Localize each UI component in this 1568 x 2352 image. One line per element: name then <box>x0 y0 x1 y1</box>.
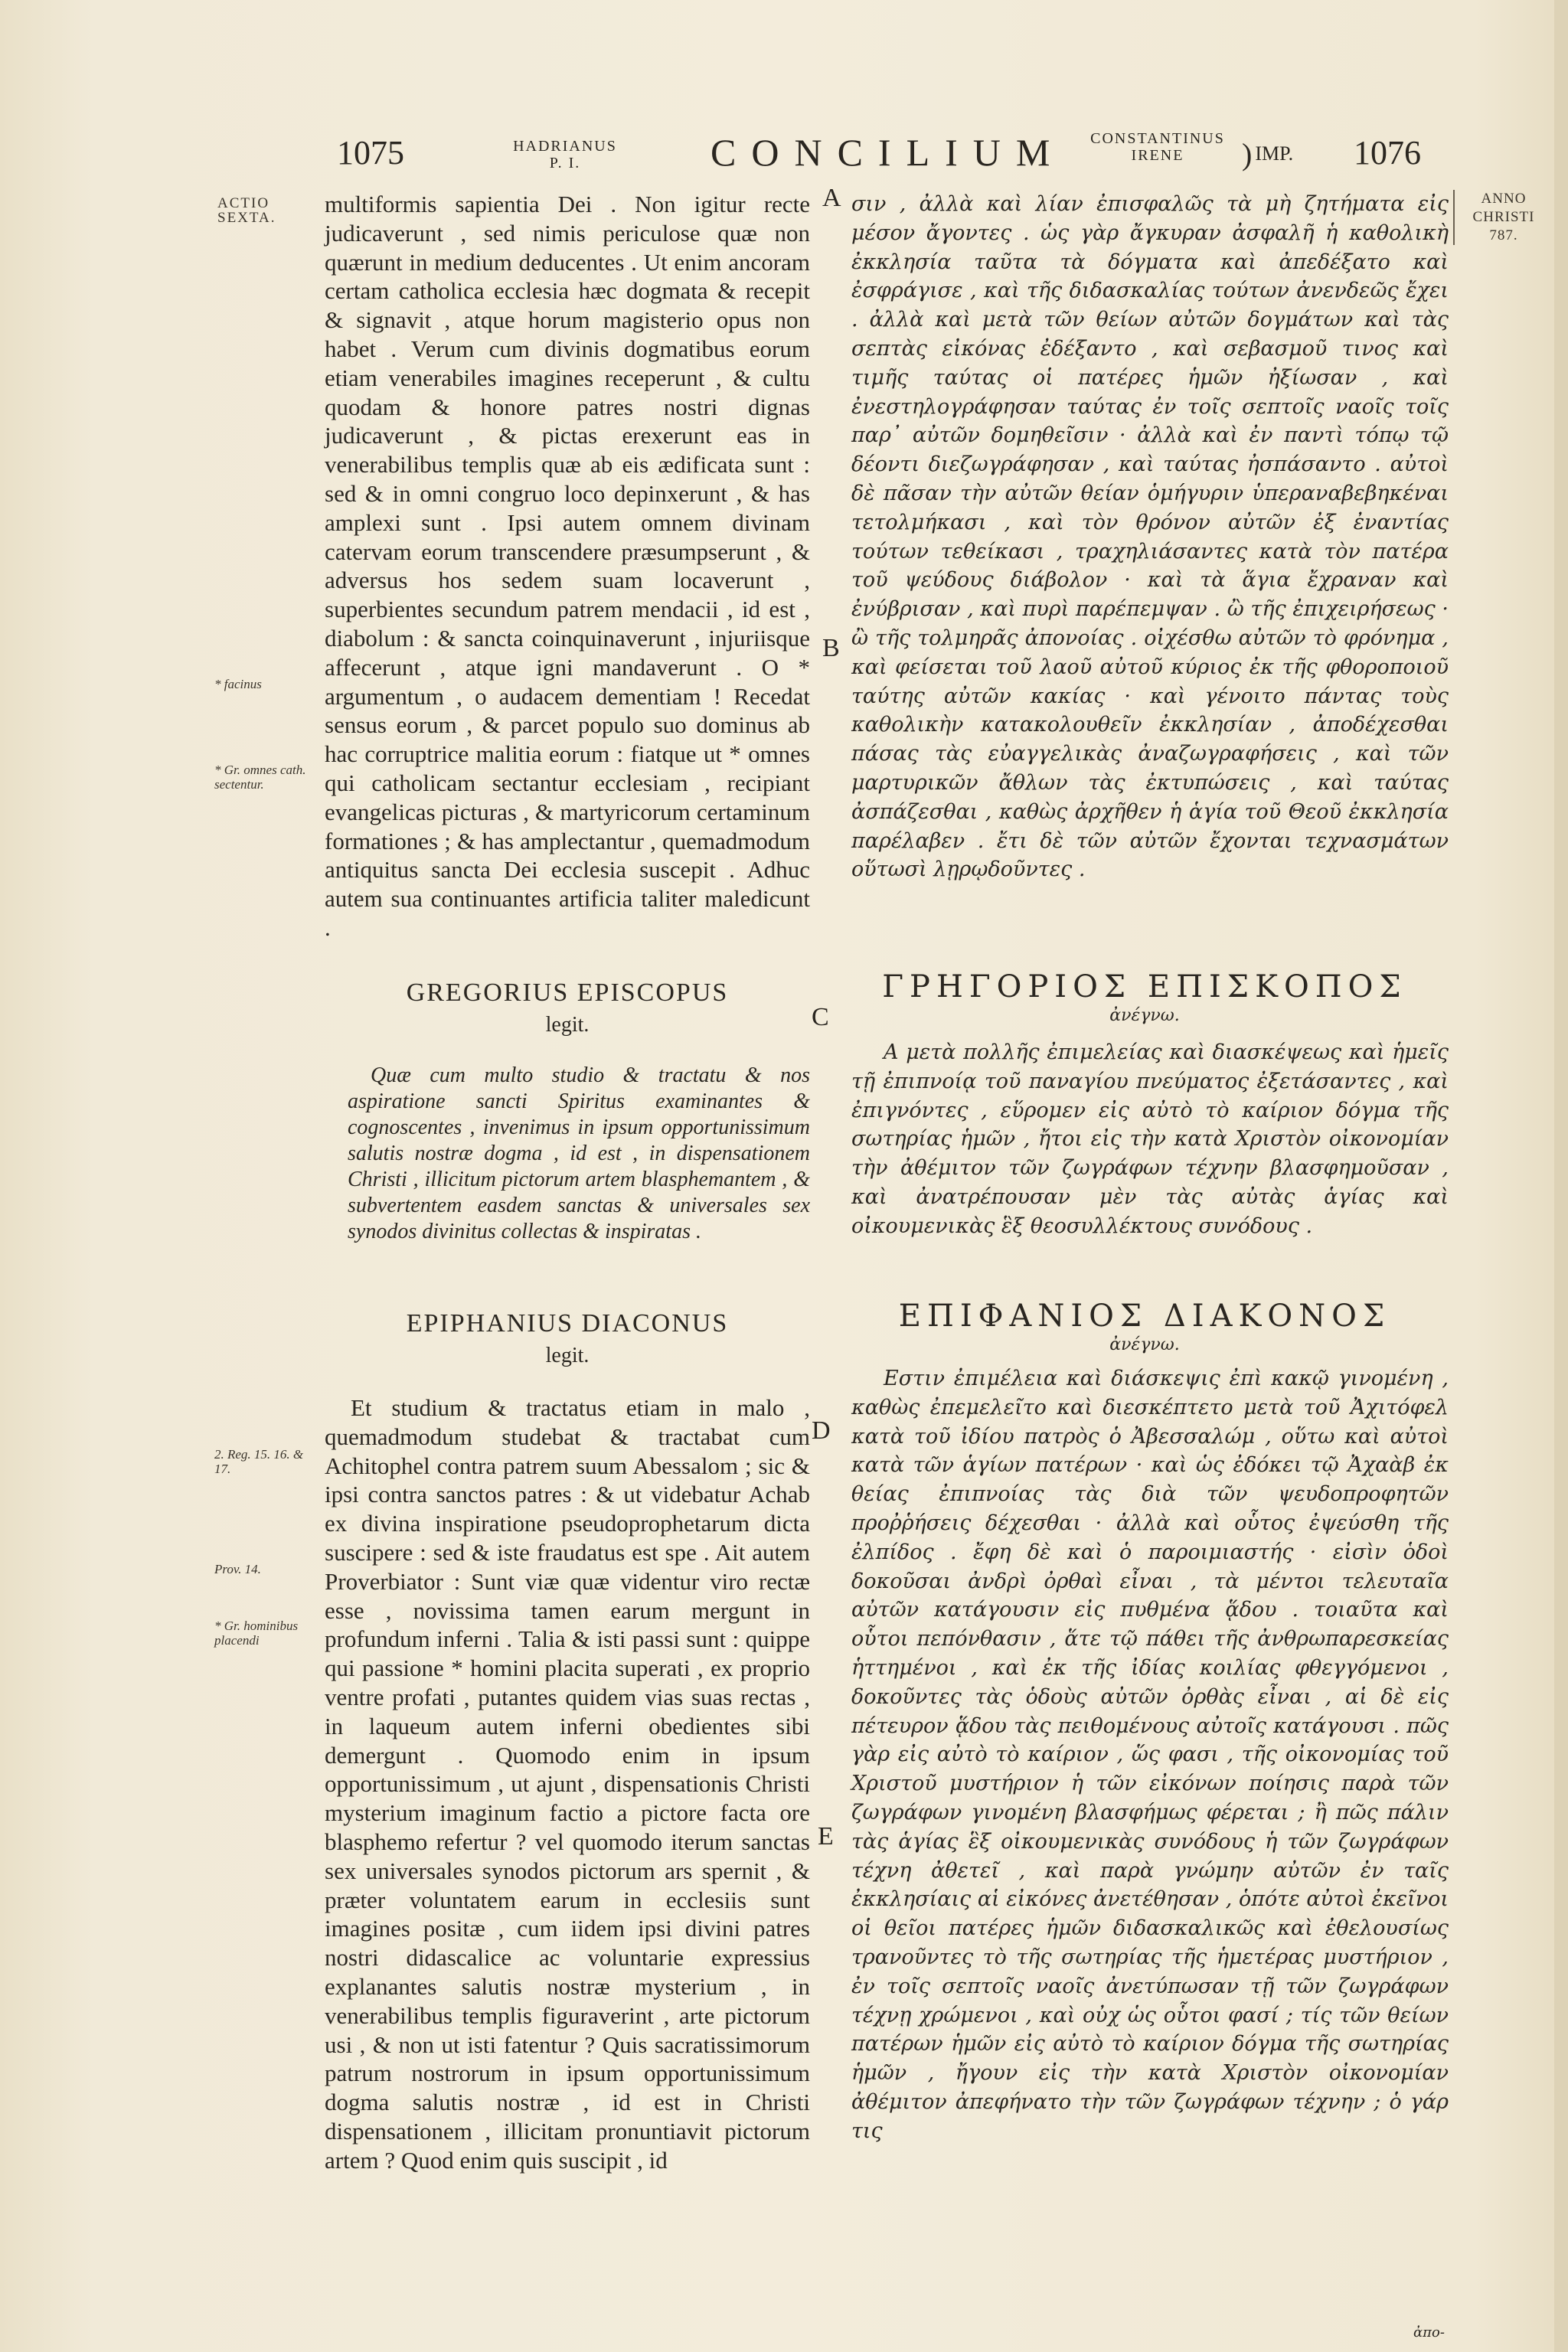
heading-legit: legit. <box>545 1013 590 1037</box>
greek-text-main <box>851 190 1449 884</box>
margin-note: * facinus <box>214 677 262 691</box>
heading-gregorius <box>325 978 810 1040</box>
catchword: ἀπο- <box>1413 2324 1445 2341</box>
greek-paragraph: Εστιν ἐπιμέλεια καὶ διάσκεψις ἐπὶ κακῷ γινομένη , καθὼς ἐπεμελεῖτο καὶ διεσκέπτετο μετὰ τοῦ Ἀχιτόφελ κατὰ τοῦ ἰδίου πατρὸς ὁ Ἀβεσσαλώμ , οὕτω καὶ αὐτοὶ κατὰ τῶν ἁγίων πατέρων · καὶ ὡς ἐδόκει τῷ Ἀχαὰβ ἐκ θείας ἐπιπνοίας τὰς διὰ τῶν ψευδοπροφητῶν προῤῥήσεις δέχεσθαι · ἀλλὰ καὶ οὗτος ἐψεύσθη τῆς ἐλπίδος . ἔφη δὲ καὶ ὁ παροιμιαστής · εἰσὶν ὁδοὶ δοκοῦσαι ἀνδρὶ ὀρθαὶ εἶναι , τὰ μέντοι τελευταῖα αὐτῶν κατάγουσιν εἰς πυθμένα ᾅδου . τοιαῦτα καὶ οὗτοι πεπόνθασιν , ἅτε τῷ πάθει τῆς ἀνθρωπαρεσκείας ἡττημένοι , καὶ ἐκ τῆς ἰδίας κοιλίας φθεγγόμενοι , δοκοῦντες τὰς ὁδοὺς αὐτῶν ὀρθὰς εἶναι , αἱ δὲ εἰς πέτευρον ᾅδου τὰς πειθομένους αὐτοῖς κατάγουσι . πῶς γὰρ εἰς αὐτὸ τὸ καίριον , ὥς φασι , τῆς οἰκονομίας τοῦ Χριστοῦ μυστήριον ἡ τῶν εἰκόνων ποίησις παρὰ τῶν ζωγράφων γινομένη βλασφήμως φέρεται ; ἢ πῶς πάλιν τὰς ἁγίας ἓξ οἰκουμενικὰς συνόδους ἡ τῶν ζωγράφων τέχνη ἀθετεῖ , καὶ παρὰ γνώμην αὐτῶν ἐν ταῖς ἐκκλησίαις αἱ εἰκόνες ἀνετέθησαν , ὁπότε αὐτοὶ ἐκεῖνοι οἱ θεῖοι πατέρες ἡμῶν διδασκαλικῶς καὶ ἐθελουσίως τρανοῦντες τὸ τῆς σωτηρίας τῆς ἡμετέρας μυστήριον , ἐν τοῖς σεπτοῖς ναοῖς ἀνετύπωσαν τῇ τῶν ζωγράφων τέχνῃ χρώμενοι , καὶ οὐχ ὡς οὗτοι φασί ; τίς τῶν θείων πατέρων ἡμῶν εἰς αὐτὸ τὸ καίριον δόγμα τῆς σωτηρίας ἡμῶν , ἤγουν εἰς τὴν κατὰ Χριστὸν οἰκονομίαν ἀθέμιτον ἀπεφήνατο τὴν τῶν ζωγράφων τέχνην ; ὁ γάρ τις <box>851 1367 1449 2143</box>
heading-anegno: ἀνέγνω. <box>1109 1006 1180 1025</box>
section-letter: B <box>822 634 840 662</box>
heading-gregorios <box>842 969 1447 1031</box>
greek-paragraph: Α μετὰ πολλῆς ἐπιμελείας καὶ διασκέψεως καὶ ἡμεῖς τῇ ἐπιπνοίᾳ τοῦ παναγίου πνεύματος ἐξετάσαντες , καὶ ἐπιγνόντες , εὕρομεν εἰς αὐτὸ τὸ καίριον δόγμα τῆς σωτηρίας ἡμῶν , ἤτοι εἰς τὴν κατὰ Χριστὸν οἰκονομίαν τὴν ἀθέμιτον τῶν ζωγράφων τέχνην βλασφημοῦσαν , καὶ ἀνατρέπουσαν μὲν τὰς αὐτὰς ἁγίας καὶ οἰκουμενικὰς ἓξ θεοσυλλέκτους συνόδους . <box>851 1040 1449 1238</box>
heading-gregorius-title: GREGORIUS EPISCOPUS <box>406 978 729 1007</box>
heading-anegno: ἀνέγνω. <box>1109 1335 1180 1354</box>
page-number-right: 1076 <box>1354 134 1421 172</box>
margin-note: * Gr. hominibus placendi <box>214 1619 299 1648</box>
heading-epiphanius-title: EPIPHANIUS DIACONUS <box>406 1309 729 1338</box>
heading-epiphanius <box>325 1309 810 1370</box>
latin-paragraph: Quæ cum multo studio & tractatu & nos aspiratione sancti Spiritus examinantes & cognoscentes , invenimus in ipsum opportunissimum salutis nostræ dogma , id est , in dispensationem Christi , illicitum pictorum artem blasphemantem , & subvertentem easdem sanctas & universales sex synodos divinitus collectas & inspiratas . <box>348 1063 810 1243</box>
page-number-left: 1075 <box>337 134 404 172</box>
latin-paragraph: Et studium & tractatus etiam in malo , quemadmodum studebat & tractabat cum Achitophel contra patrem suum Abessalom ; sic & ipsi contra sanctos patres : & ut videbatur Achab ex divina inspiratione pseudoprophetarum dicta suscipere : sed & iste fraudatus est spe . Ait autem Proverbiator : Sunt viæ quæ videntur viro rectæ esse , novissima tamen earum mergunt in profundum inferni . Talia & isti passi sunt : quippe qui passione * homini placita superati , ex proprio ventre profati , putantes quidem vias suas rectas , in laqueum autem inferni obedientes sibi demergunt . Quomodo enim in ipsum opportunissimum , ut ajunt , dispensationis Christi mysterium imaginum factio a pictore facta ore blasphemo refertur ? vel quomodo iterum sanctas sex universales synodos pictorum ars spernit , & præter voluntatem earum in ecclesiis sunt imagines positæ , cum iidem ipsi divini patres nostri didascalice ac voluntarie expressius explanantes salutis nostræ mysterium , in venerabilibus templis figuraverint , arte pictorum usi , & non ut isti fatentur ? Quis sacratissimorum patrum nostrorum in ipsum opportunissimum dogma salutis nostræ , id est in Christi dispensationem , illicitam pronuntiavit pictorum artem ? Quod enim quis suscipit , id <box>325 1394 810 2174</box>
margin-note: 2. Reg. 15. 16. & 17. <box>214 1447 304 1476</box>
page-edge <box>1554 0 1568 2352</box>
section-letter: C <box>812 1003 829 1031</box>
header-hadrianus: HADRIANUS P. I. <box>513 138 617 172</box>
heading-epiphanios <box>842 1298 1447 1360</box>
latin-text-gregorius <box>348 1063 810 1245</box>
heading-gregorios-title: ΓΡΗΓΟΡΙΟΣ ΕΠΙΣΚΟΠΟΣ <box>882 969 1407 1004</box>
section-letter: D <box>812 1416 831 1445</box>
section-letter: A <box>822 184 841 212</box>
greek-text-epiphanios <box>851 1364 1449 2146</box>
margin-anno-christi: ANNO CHRISTI 787. <box>1453 190 1550 245</box>
heading-epiphanios-title: ΕΠΙΦΑΝΙΟΣ ΔΙΑΚΟΝΟΣ <box>898 1298 1391 1334</box>
header-imp: ) IMP. <box>1242 137 1294 172</box>
margin-note: Prov. 14. <box>214 1562 261 1576</box>
latin-text-epiphanius <box>325 1393 810 2175</box>
greek-text-gregorios <box>851 1038 1449 1241</box>
margin-actio: ACTIO SEXTA. <box>217 195 276 226</box>
heading-legit: legit. <box>545 1344 590 1367</box>
latin-text-main <box>325 190 810 942</box>
section-letter: E <box>818 1822 834 1851</box>
margin-note: * Gr. omnes cath. sectentur. <box>214 763 306 792</box>
header-constantinus: CONSTANTINUS IRENE <box>1090 130 1225 164</box>
running-title: CONCILIUM <box>710 131 1066 174</box>
greek-paragraph: σιν , ἀλλὰ καὶ λίαν ἐπισφαλῶς τὰ μὴ ζητήματα εἰς μέσον ἄγοντες . ὡς γὰρ ἄγκυραν ἀσφαλῆ ἡ καθολικὴ ἐκκλησία ταῦτα τὰ δόγματα καὶ ἀπεδέξατο καὶ ἐσφράγισε , καὶ τῆς διδασκαλίας τούτων ἀνενδεῶς ἔχει . ἀλλὰ καὶ μετὰ τῶν θείων αὐτῶν δογμάτων καὶ τὰς σεπτὰς εἰκόνας ἐδέξαντο , καὶ σεβασμοῦ τινος καὶ τιμῆς ταύτας οἱ πατέρες ἡμῶν ἠξίωσαν , καὶ ἐνεστηλογράφησαν ταύτας ἐν τοῖς σεπτοῖς ναοῖς τοῖς παρ᾽ αὐτῶν δομηθεῖσιν · ἀλλὰ καὶ ἐν παντὶ τόπῳ τῷ δέοντι διεζωγράφησαν , καὶ ταύτας ἠσπάσαντο . αὐτοὶ δὲ πᾶσαν τὴν αὐτῶν θείαν ὁμήγυριν ὑπεραναβεβηκέναι τετολμήκασι , καὶ τὸν θρόνον αὐτῶν ἐξ ἐναντίας τούτων τεθείκασι , τραχηλιάσαντες κατὰ τὸν πατέρα τοῦ ψεύδους διάβολον · καὶ τὰ ἅγια ἔχραναν καὶ ἐνύβρισαν , καὶ πυρὶ παρέπεμψαν . ὢ τῆς ἐπιχειρήσεως · ὢ τῆς τολμηρᾶς ἀπονοίας . οἰχέσθω αὐτῶν τὸ φρόνημα , καὶ φείσεται τοῦ λαοῦ αὐτοῦ κύριος ἐκ τῆς φθοροποιοῦ ταύτης αὐτῶν κακίας · καὶ γένοιτο πάντας τοὺς καθολικὴν κατακολουθεῖν ἐκκλησίαν , ἀποδέχεσθαι πάσας τὰς εὐαγγελικὰς ἀναζωγραφήσεις , καὶ τῶν μαρτυρικῶν ἄθλων τὰς ἐκτυπώσεις , καὶ ταύτας ἀσπάζεσθαι , καθὼς ἀρχῆθεν ἡ ἁγία τοῦ Θεοῦ ἐκκλησία παρέλαβεν . ἔτι δὲ τῶν αὐτῶν ἔχονται τεχνασμάτων οὕτωσὶ λῃρῳδοῦντες . <box>851 192 1449 882</box>
latin-paragraph: multiformis sapientia Dei . Non igitur recte judicaverunt , sed nimis periculose quæ non quærunt in medium deducentes . Ut enim ancoram certam catholica ecclesia hæc dogmata & recepit & signavit , atque horum magisterio opus non habet . Verum cum divinis dogmatibus eorum etiam venerabiles imagines receperunt , & cultu quodam & honore patres nostri dignas judicaverunt , & pictas erexerunt eas in venerabilibus templis quæ ab eis ædificata sunt : sed & in omni congruo loco depinxerunt , & has amplexi sunt . Ipsi autem omnem divinam catervam eorum transcendere præsumpserunt , & adversus hos sedem suam locaverunt , superbientes secundum patrem mendacii , id est , diabolum : & sancta coinquinaverunt , injuriisque affecerunt , atque igni mandaverunt . O * argumentum , o audacem dementiam ! Recedat sensus eorum , & parcet populo suo dominus ab hac corruptrice malitia eorum : fiatque ut * omnes qui catholicam sectantur ecclesiam , recipiant evangelicas picturas , & martyricorum certaminum formationes ; & has amplectantur , quemadmodum antiquitus sancta Dei ecclesia suscepit . Adhuc autem sua continuantes artificia taliter maledicunt . <box>325 191 810 941</box>
